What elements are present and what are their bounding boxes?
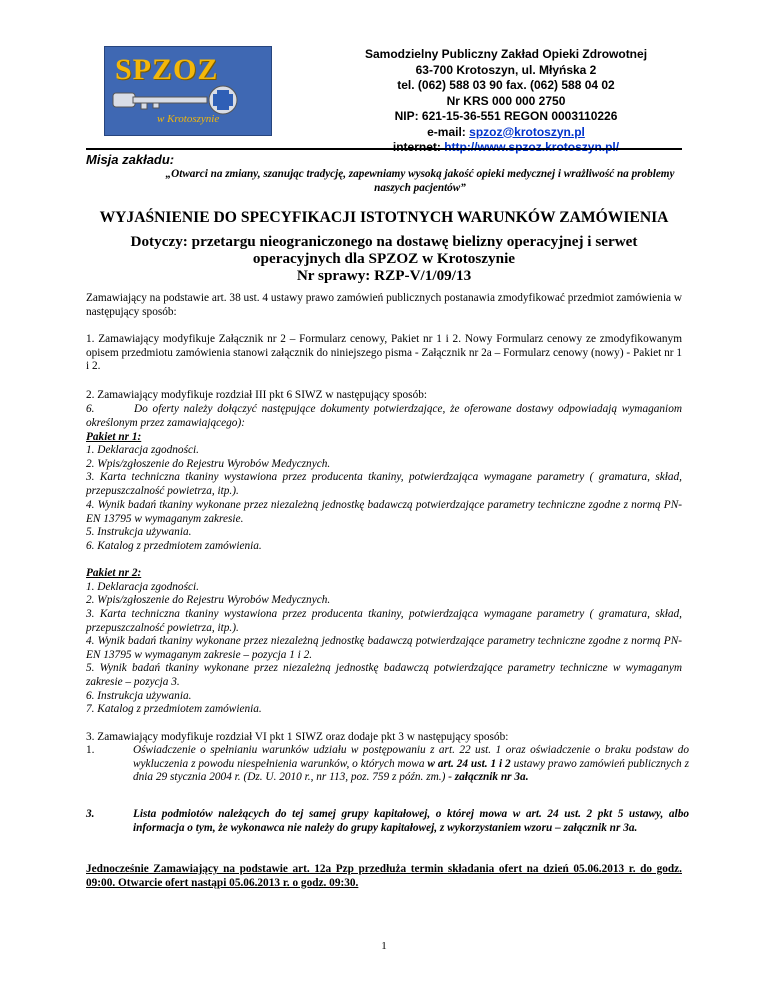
pakiet-2-label: Pakiet nr 2: bbox=[86, 567, 142, 579]
email-label: e-mail: bbox=[427, 124, 470, 139]
logo-subtitle: w Krotoszynie bbox=[157, 113, 220, 125]
header-line: 63-700 Krotoszyn, ul. Młyńska 2 bbox=[415, 62, 597, 77]
pakiet-1-item: 2. Wpis/zgłoszenie do Rejestru Wyrobów Medycznych. bbox=[86, 458, 331, 470]
item-1-text: Oświadczenie o spełnianiu warunków udziału w postępowaniu z art. 22 ust. 1 oraz oświadczenie o braku podstaw do wykluczenia z powodu niespełnienia warunków, o których mowa bbox=[133, 744, 689, 770]
point-3-intro: 3. Zamawiający modyfikuje rozdział VI pkt 1 SIWZ oraz dodaje pkt 3 w następujący sposób: bbox=[86, 731, 509, 743]
pakiet-2-item: 5. Wynik badań tkaniny wykonane przez niezależną jednostkę badawczą potwierdzające parametry techniczne w wymaganym zakresie – pozycja 3. bbox=[86, 662, 682, 688]
document-title: WYJAŚNIENIE DO SPECYFIKACJI ISTOTNYCH WARUNKÓW ZAMÓWIENIA bbox=[99, 209, 669, 226]
point-2-num: 6. bbox=[86, 403, 95, 415]
website-link[interactable]: http://www.spzoz.krotoszyn.pl/ bbox=[444, 140, 620, 154]
item-1-attachment: załącznik nr 3a. bbox=[454, 771, 529, 784]
pakiet-1-item: 6. Katalog z przedmiotem zamówienia. bbox=[86, 540, 262, 552]
contact-block bbox=[316, 47, 696, 156]
point-1: 1. Zamawiający modyfikuje Załącznik nr 2 – Formularz cenowy, Pakiet nr 1 i 2. Nowy Formularz cenowy ze zmodyfikowanym opisem przedmiotu zamówienia stanowi załącznik do niniejszego pisma - Załącznik nr 2a – Formularz cenowy (nowy) - Pakiet nr 1 i 2. bbox=[86, 333, 682, 373]
key-cross-icon bbox=[111, 85, 265, 115]
header-line: tel. (062) 588 03 90 fax. (062) 588 04 02 bbox=[397, 78, 615, 92]
pakiet-1-label: Pakiet nr 1: bbox=[86, 431, 142, 443]
point-3-item-3-num: 3. bbox=[86, 808, 95, 820]
mission-label: Misja zakładu: bbox=[86, 152, 175, 167]
item-1-text-cont: ustawy prawo zamówień publicznych z dnia 29 stycznia 2004 r. (Dz. U. 2010 r., nr 113, poz. 759 z późn. zm.) - bbox=[133, 757, 689, 784]
intro-paragraph: Zamawiający na podstawie art. 38 ust. 4 ustawy prawo zamówień publicznych postanawia zmodyfikować przedmiot zamówienia w następujący sposób: bbox=[86, 292, 682, 318]
point-2-intro: 2. Zamawiający modyfikuje rozdział III pkt 6 SIWZ w następujący sposób: bbox=[86, 389, 428, 401]
header-line: NIP: 621-15-36-551 REGON 0003110226 bbox=[394, 109, 618, 123]
pakiet-2-item: 2. Wpis/zgłoszenie do Rejestru Wyrobów Medycznych. bbox=[86, 594, 331, 606]
header-line: Nr KRS 000 000 2750 bbox=[446, 93, 566, 108]
header-divider bbox=[86, 148, 682, 150]
spzoz-logo bbox=[104, 46, 272, 136]
point-3-item-1 bbox=[133, 744, 689, 785]
email-link[interactable]: spzoz@krotoszyn.pl bbox=[469, 124, 585, 139]
pakiet-2-item: 3. Karta techniczna tkaniny wystawiona przez producenta tkaniny, potwierdzająca wymagane parametry ( gramatura, skład, przepuszczalność powietrza, itp.). bbox=[86, 608, 682, 634]
email-line bbox=[316, 125, 696, 141]
internet-label: internet: bbox=[392, 140, 445, 154]
pakiet-1-item: 4. Wynik badań tkaniny wykonane przez niezależną jednostkę badawczą potwierdzające parametry techniczne zgodne z normą PN-EN 13795 w wymaganym zakresie. bbox=[86, 499, 682, 525]
pakiet-2-item: 1. Deklaracja zgodności. bbox=[86, 581, 199, 593]
item-1-bold: w art. 24 ust. 1 i 2 bbox=[427, 757, 511, 770]
pakiet-2-item: 4. Wynik badań tkaniny wykonane przez niezależną jednostkę badawczą potwierdzające parametry techniczne zgodne z normą PN-EN 13795 w wymaganym zakresie – pozycja 1 i 2. bbox=[86, 635, 682, 661]
pakiet-1-item: 1. Deklaracja zgodności. bbox=[86, 444, 199, 456]
subtitle-line: Dotyczy: przetargu nieograniczonego na dostawę bielizny operacyjnej i serwet bbox=[130, 233, 638, 250]
pakiet-2-item: 6. Instrukcja używania. bbox=[86, 690, 192, 702]
point-2-text: Do oferty należy dołączyć następujące dokumenty potwierdzające, że oferowane dostawy odpowiadają wymaganiom określonym przez zamawiającego): bbox=[86, 403, 682, 429]
case-number: Nr sprawy: RZP-V/1/09/13 bbox=[296, 267, 472, 284]
pakiet-1-item: 3. Karta techniczna tkaniny wystawiona przez producenta tkaniny, potwierdzająca wymagane parametry ( gramatura, skład, przepuszczalność powietrza, itp.). bbox=[86, 471, 682, 497]
point-3-item-3: Lista podmiotów należących do tej samej grupy kapitałowej, o której mowa w art. 24 ust. 2 pkt 5 ustawy, albo informacja o tym, że wykonawca nie należy do grupy kapitałowej, z wykorzystaniem wzoru – załącznik nr 3a. bbox=[133, 808, 689, 834]
mission-text: „Otwarci na zmiany, szanując tradycję, zapewniamy wysoką jakość opieki medycznej i wrażliwość na problemy naszych pacjentów” bbox=[165, 168, 675, 194]
document-subtitle bbox=[86, 233, 682, 284]
pakiet-1-item: 5. Instrukcja używania. bbox=[86, 526, 192, 538]
point-3-item-1-num: 1. bbox=[86, 744, 95, 756]
page-number: 1 bbox=[381, 940, 387, 952]
deadline-extension: Jednocześnie Zamawiający na podstawie art. 12a Pzp przedłuża termin składania ofert na dzień 05.06.2013 r. do godz. 09:00. Otwarcie ofert nastąpi 05.06.2013 r. o godz. 09:30. bbox=[86, 863, 682, 889]
logo-title: SPZOZ bbox=[115, 53, 219, 86]
header-line: Samodzielny Publiczny Zakład Opieki Zdrowotnej bbox=[364, 47, 648, 61]
pakiet-2-item: 7. Katalog z przedmiotem zamówienia. bbox=[86, 703, 262, 715]
subtitle-line: operacyjnych dla SPZOZ w Krotoszynie bbox=[252, 250, 516, 267]
